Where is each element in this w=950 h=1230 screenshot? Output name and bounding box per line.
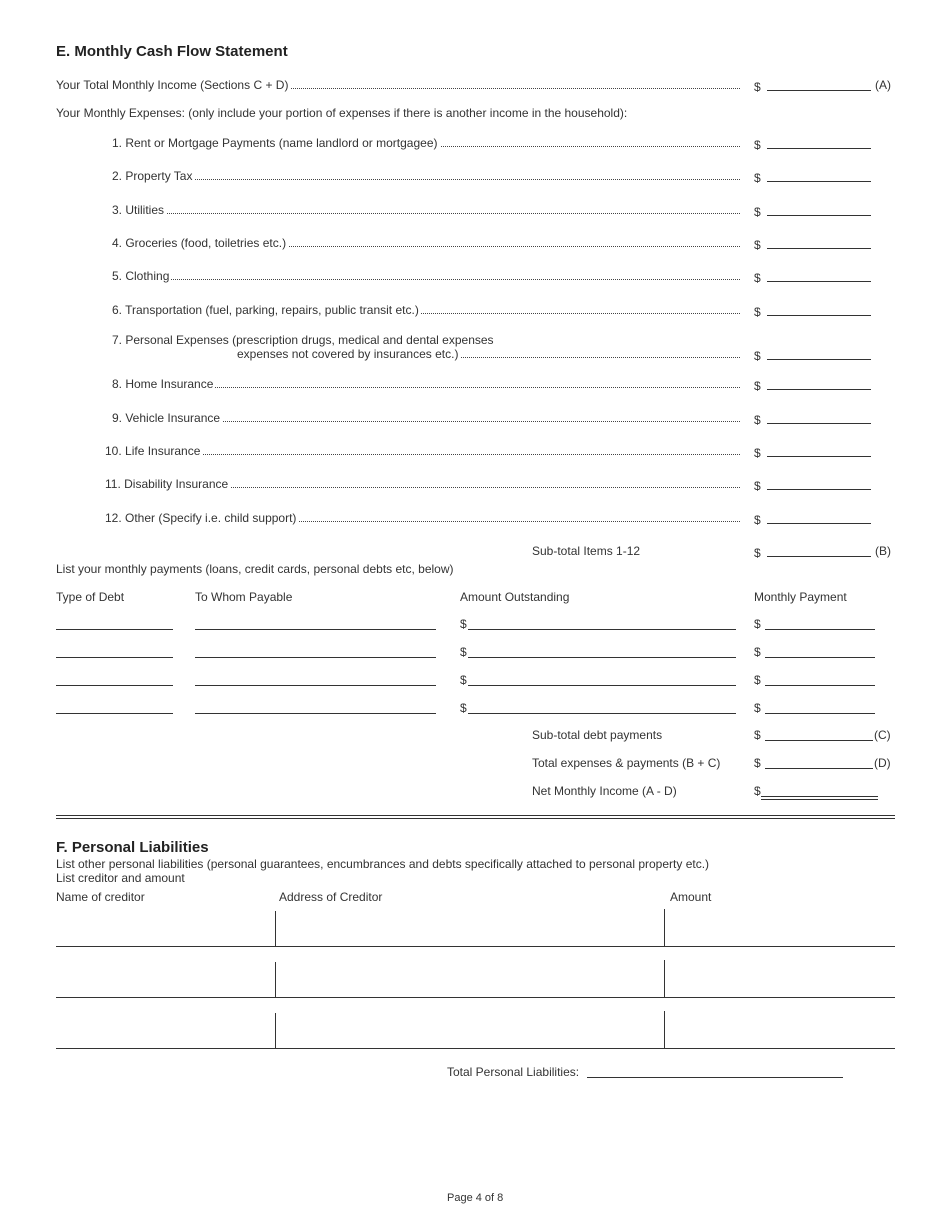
expense-label: 3. Utilities (112, 203, 740, 217)
to-whom-payable-field[interactable] (195, 657, 436, 658)
total-income-field[interactable]: $ (754, 78, 871, 94)
subtotal-debt-currency: $ (754, 728, 761, 742)
header-monthly-payment: Monthly Payment (754, 590, 847, 604)
expense-amount-field[interactable]: $ (754, 169, 871, 185)
net-income-field[interactable] (761, 796, 878, 797)
total-expenses-label: Total expenses & payments (B + C) (532, 756, 721, 770)
expense-label: 7. Personal Expenses (prescription drugs, medical and dental expenses (112, 333, 494, 347)
tag-d: (D) (874, 756, 891, 770)
expense-label: 8. Home Insurance (112, 377, 740, 391)
payments-intro: List your monthly payments (loans, credit cards, personal debts etc, below) (56, 562, 454, 576)
expense-label: 6. Transportation (fuel, parking, repairs, public transit etc.) (112, 303, 740, 317)
amount-outstanding-field[interactable] (468, 685, 736, 686)
net-income-currency: $ (754, 784, 761, 798)
section-e-title: E. Monthly Cash Flow Statement (56, 43, 288, 60)
monthly-currency: $ (754, 617, 761, 631)
monthly-currency: $ (754, 673, 761, 687)
expense-label: 9. Vehicle Insurance (112, 411, 740, 425)
monthly-payment-field[interactable] (765, 657, 875, 658)
type-of-debt-field[interactable] (56, 713, 173, 714)
expense-amount-field[interactable]: $ (754, 203, 871, 219)
net-income-label: Net Monthly Income (A - D) (532, 784, 677, 798)
expenses-intro: Your Monthly Expenses: (only include your portion of expenses if there is another income in the household): (56, 106, 628, 120)
row-divider (275, 1013, 276, 1048)
liabilities-intro: List other personal liabilities (personal guarantees, encumbrances and debts specifically attached to personal property etc.) (56, 857, 710, 871)
header-amount: Amount (670, 890, 712, 904)
expense-amount-field[interactable]: $ (754, 477, 871, 493)
expense-amount-field[interactable]: $ (754, 269, 871, 285)
outstanding-currency: $ (460, 701, 467, 715)
section-divider-second (56, 818, 895, 819)
header-amount-outstanding: Amount Outstanding (460, 590, 570, 604)
expense-label: 5. Clothing (112, 269, 740, 283)
page-number: Page 4 of 8 (447, 1192, 504, 1204)
expense-amount-field[interactable]: $ (754, 136, 871, 152)
net-income-double-underline (761, 799, 878, 800)
outstanding-currency: $ (460, 645, 467, 659)
expense-label: 11. Disability Insurance (105, 477, 740, 491)
amount-outstanding-field[interactable] (468, 713, 736, 714)
expense-label: 4. Groceries (food, toiletries etc.) (112, 236, 740, 250)
header-type-of-debt: Type of Debt (56, 590, 125, 604)
monthly-payment-field[interactable] (765, 629, 875, 630)
total-liabilities-field[interactable] (587, 1077, 843, 1078)
expense-amount-field[interactable]: $ (754, 303, 871, 319)
amount-outstanding-field[interactable] (468, 629, 736, 630)
row-bottom-line[interactable] (56, 946, 895, 947)
expense-amount-field[interactable]: $ (754, 236, 871, 252)
subtotal-debt-field[interactable] (765, 740, 873, 741)
outstanding-currency: $ (460, 617, 467, 631)
total-income-label: Your Total Monthly Income (Sections C + D) (56, 78, 740, 92)
expense-amount-field[interactable]: $ (754, 377, 871, 393)
subtotal-debt-label: Sub-total debt payments (532, 728, 663, 742)
liabilities-intro-2: List creditor and amount (56, 871, 185, 885)
tag-b: (B) (875, 544, 891, 558)
section-divider (56, 815, 895, 816)
expense-label: 1. Rent or Mortgage Payments (name landlord or mortgagee) (112, 136, 740, 150)
row-divider (664, 909, 665, 946)
row-divider (275, 911, 276, 946)
expense-amount-field[interactable]: $ (754, 347, 871, 363)
to-whom-payable-field[interactable] (195, 713, 436, 714)
expense-amount-field[interactable]: $ (754, 511, 871, 527)
total-liabilities-label: Total Personal Liabilities: (447, 1065, 580, 1079)
row-divider (664, 960, 665, 997)
monthly-currency: $ (754, 701, 761, 715)
header-address-of-creditor: Address of Creditor (279, 890, 383, 904)
to-whom-payable-field[interactable] (195, 685, 436, 686)
expense-amount-field[interactable]: $ (754, 444, 871, 460)
row-bottom-line[interactable] (56, 997, 895, 998)
section-f-title: F. Personal Liabilities (56, 839, 209, 856)
expense-label-continued: expenses not covered by insurances etc.) (237, 347, 740, 361)
expense-amount-field[interactable]: $ (754, 411, 871, 427)
expense-label: 2. Property Tax (112, 169, 740, 183)
row-bottom-line[interactable] (56, 1048, 895, 1049)
tag-c: (C) (874, 728, 891, 742)
subtotal-items-label: Sub-total Items 1-12 (532, 544, 641, 558)
type-of-debt-field[interactable] (56, 629, 173, 630)
subtotal-items-field[interactable]: $ (754, 544, 871, 560)
row-divider (275, 962, 276, 997)
monthly-payment-field[interactable] (765, 685, 875, 686)
row-divider (664, 1011, 665, 1048)
total-expenses-field[interactable] (765, 768, 873, 769)
amount-outstanding-field[interactable] (468, 657, 736, 658)
type-of-debt-field[interactable] (56, 657, 173, 658)
header-name-of-creditor: Name of creditor (56, 890, 145, 904)
tag-a: (A) (875, 78, 891, 92)
monthly-currency: $ (754, 645, 761, 659)
outstanding-currency: $ (460, 673, 467, 687)
header-to-whom-payable: To Whom Payable (195, 590, 293, 604)
expense-label: 10. Life Insurance (105, 444, 740, 458)
monthly-payment-field[interactable] (765, 713, 875, 714)
total-expenses-currency: $ (754, 756, 761, 770)
type-of-debt-field[interactable] (56, 685, 173, 686)
expense-label: 12. Other (Specify i.e. child support) (105, 511, 740, 525)
to-whom-payable-field[interactable] (195, 629, 436, 630)
